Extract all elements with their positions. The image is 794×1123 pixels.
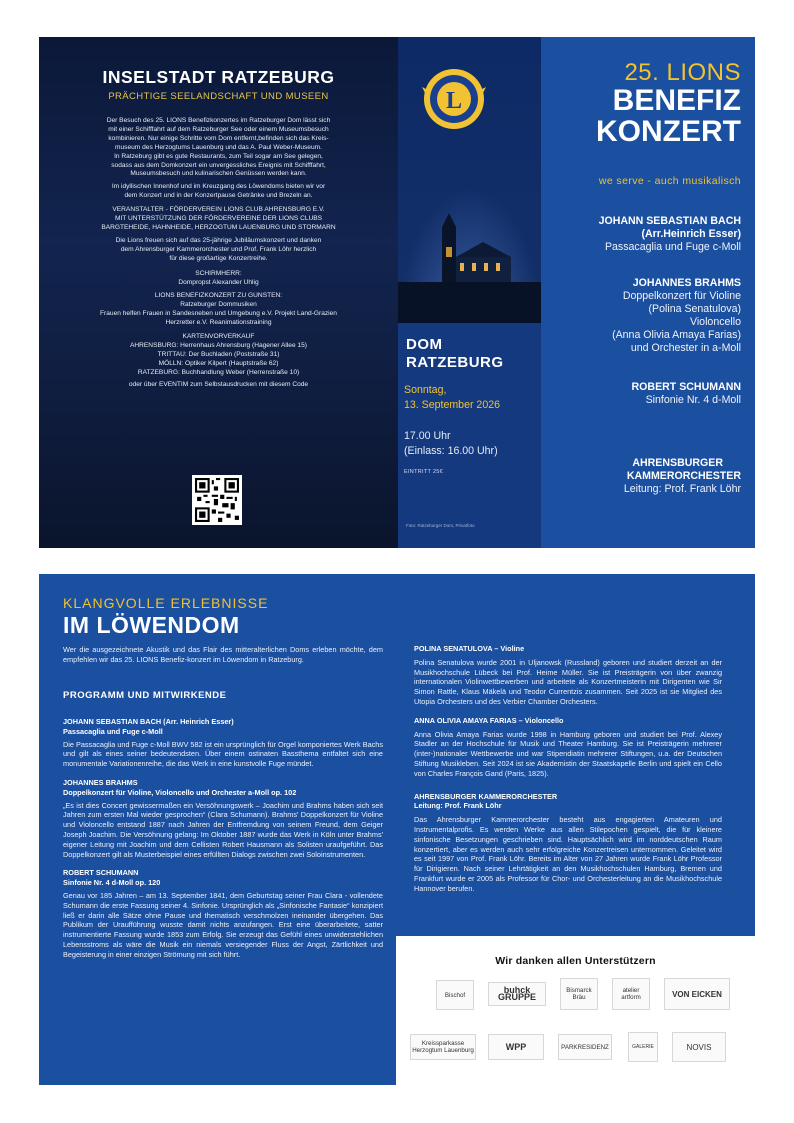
sponsor-logo: NOVIS (672, 1032, 726, 1062)
headline-benefiz-konzert: BENEFIZ KONZERT (596, 84, 741, 148)
program-item-schumann: ROBERT SCHUMANN Sinfonie Nr. 4 d-Moll (631, 381, 741, 406)
cathedral-silhouette (398, 187, 541, 327)
sponsor-logo: GALERIE (628, 1032, 658, 1062)
inside-title: IM LÖWENDOM (63, 612, 240, 638)
sponsor-logo: PARKRESIDENZ (558, 1034, 612, 1060)
concert-date: Sonntag, 13. September 2026 (404, 384, 501, 411)
photo-credit: Foto: Ratzeburger Dom, Privatfoto (406, 523, 475, 528)
orchestra-credit: AHRENSBURGER KAMMERORCHESTER Leitung: Prof. Frank Löhr (623, 457, 741, 495)
city-title: INSELSTADT RATZEBURG (102, 67, 335, 87)
sponsors-panel (396, 936, 755, 1085)
venue-title: DOM RATZEBURG (406, 336, 504, 371)
sponsor-logo: atelier artform (612, 978, 650, 1010)
headline-anniversary: 25. LIONS (624, 59, 741, 86)
sponsor-logo: Bismarck Bräu (560, 978, 598, 1010)
soloist-notes: POLINA SENATULOVA – Violine Polina Senatulova wurde 2001 in Uljanowsk (Russland) geboren und studiert derzeit an der Musikhochschule Lübeck bei Prof. Heime Müller. Sie ist Preisträgerin von über zwanzig internationalen Violinwettbewerben und arbeitete als Konzertmeisterin mit Dirigenten wie Sir Simon Rattle, Klaus Mäkelä und Teodor Currentzis zusammen. Seit 2025 ist sie Mitglied des Utopia Orchesters und des Verbier Chamber Orchesters. ANNA OLIVIA AMAYA FARIAS – Violoncello Anna Olivia Amaya Farias wurde 1998 in Hamburg geboren und studiert bei Prof. Alexey Stadler an der Hochschule für Musik und Theater Hamburg. Sie ist Preisträgerin mehrerer (inter-)nationaler Wettbewerbe und war Stipendiatin mehrerer Stiftungen, u.a. der Deutschen Stiftung Musikleben. Seit 2024 ist sie Akademistin der Staatskapelle Berlin und spielt ein Cello von Charles François Gand (Paris, 1825). AHRENSBURGER KAMMERORCHESTER Leitung: Prof. Frank Löhr Das Ahrensburger Kammerorchester besteht aus engagierten Amateuren und Instrumentalprofis. Es werden Werke aus allen Stilepochen gespielt, die für kleinere sinfonische Besetzungen geschrieben sind. Hauptsächlich wird im norddeutschen Raum konzertiert, aber es werden auch sehr erfolgreiche Konzertreisen unternommen. Geleitet wird es seit 1997 von Prof. Frank Löhr. Bereits im Alter von 27 Jahren wurde Frank Löhr Professor für Dirigieren. Nach seiner Lehrtätigkeit an den Musikhochschulen Hamburg, Bremen und Frankfurt wurde er 2005 als Professor für Chor- und Orchesterleitung an die Musikhochschule Hannover berufen. (414, 644, 722, 893)
intro-text: Der Besuch des 25. LIONS Benefizkonzertes im Ratzeburger Dom lässt sich mit einer Schifffahrt auf dem Ratzeburger See oder einem Museumsbesuch kombinieren. Nur einige Schritte vom Dom entfernt,befinden sich das Kreis- museum des Herzogtums Lauenburg und das A. Paul Weber-Museum. In Ratzeburg gibt es gute Restaurants, zum Teil sogar am See gelegen, sodass aus dem Domkonzert ein unvergessliches Ereignis mit Schifffahrt, Museumsbesuch und kulinarischen Genüssen werden kann. Im idyllischen Innenhof und im Kreuzgang des Löwendoms bieten wir vor dem Konzert und in der Konzertpause Getränke und Brezeln an. VERANSTALTER - FÖRDERVEREIN LIONS CLUB AHRENSBURG E.V. MIT UNTERSTÜTZUNG DER FÖRDERVEREINE DER LIONS CLUBS BARGTEHEIDE, HAHNHEIDE, HERZOGTUM LAUENBURG UND STORMARN Die Lions freuen sich auf das 25-jährige Jubiläumskonzert und danken dem Ahrensburger Kammerorchester und Prof. Frank Löhr herzlich für diese großartige Konzertreihe. SCHIRMHERR: Dompropst Alexander Uhlig LIONS BENEFIZKONZERT ZU GUNSTEN: Ratzeburger Dommusiken Frauen helfen Frauen in Sandesneben und Umgebung e.V. Projekt Land-Grazien Herzretter e.V. Reanimationstraining KARTENVORVERKAUF AHRENSBURG: Herrenhaus Ahrensburg (Hagener Allee 15) TRITTAU: Der Buchladen (Poststraße 31) MÖLLN: Optiker Kilpert (Hauptstraße 62) RATZEBURG: Buchhandlung Weber (Herrenstraße 10) oder über EVENTIM zum Selbstausdrucken mit diesem Code (100, 117, 337, 388)
city-subtitle: PRÄCHTIGE SEELANDSCHAFT UND MUSEEN (108, 91, 329, 102)
tagline: we serve - auch musikalisch (598, 175, 741, 187)
sponsor-logo: VON EICKEN (664, 978, 730, 1010)
svg-text:L: L (445, 88, 463, 114)
dom-photo-panel (398, 37, 541, 548)
sponsor-logo: WPP (488, 1034, 544, 1060)
ticket-price: EINTRITT 25€ (404, 469, 443, 475)
sponsor-logo: Bischof (436, 980, 474, 1010)
program-item-bach: JOHANN SEBASTIAN BACH (Arr.Heinrich Esser) Passacaglia und Fuge c-Moll (598, 215, 741, 253)
sponsors-title: Wir danken allen Unterstützern (495, 955, 656, 967)
lions-international-logo (420, 65, 488, 133)
flyer-inside-page (39, 574, 755, 1085)
inside-kicker: KLANGVOLLE ERLEBNISSE (63, 595, 269, 611)
qr-code-icon (195, 478, 239, 522)
eventim-qr-code[interactable] (192, 475, 242, 525)
program-notes: JOHANN SEBASTIAN BACH (Arr. Heinrich Esser) Passacaglia und Fuge c-Moll Die Passacaglia und Fuge c-Moll BWV 582 ist ein ursprünglich für Orgel komponiertes Werk Bachs und gilt als eines seiner bedeutendsten. Über einem ostinaten Bassthema entfaltet sich eine monumentale Variationenreihe, die das Werk in eine kunstvolle Fuge mündet. JOHANNES BRAHMS Doppelkonzert für Violine, Violoncello und Orchester a-Moll op. 102 „Es ist dies Concert gewissermaßen ein Versöhnungswerk – Joachim und Brahms haben sich seit Jahren zum ersten Mal wieder gesprochen“ (Clara Schumann). Brahms' Doppelkonzert für Violine und Violoncello entstand 1887 nach Jahren der Entfremdung von seinem Freund, dem Geiger Joseph Joachim. Die Versöhnung gelang: Im Oktober 1887 wurde das Werk in Köln unter Brahms' eigener Leitung mit Joachim und dem Cellisten Robert Hausmann als Solisten uraufgeführt. Das Doppelkonzert gilt als Musterbeispiel eines erfüllten Dialogs zwischen zwei Soloinstrumenten. ROBERT SCHUMANN Sinfonie Nr. 4 d-Moll op. 120 Genau vor 185 Jahren – am 13. September 1841, dem Geburtstag seiner Frau Clara - vollendete Schumann die erste Fassung seiner 4. Sinfonie. Ursprünglich als „Sinfonische Fantasie“ konzipiert ließ er darin alle Sätze ohne Pause und thematisch verschmolzen ineinander übergehen. Das Publikum der Uraufführung wusste damit nichts anzufangen. Erst eine überarbeitete, satter instrumentierte Fassung wurde 1853 zum Erfolg. Sie erzeugt das Gefühl eines unwiderstehlichen Lebensstroms als wäre die Musik ein niemals versiegender Fluss der Angst, Zärtlichkeit und Begeisterung in einer einzigen Strömung mit sich führt. (63, 717, 383, 959)
sponsor-logo: buhck GRUPPE (488, 982, 546, 1006)
program-section-heading: PROGRAMM UND MITWIRKENDE (63, 690, 227, 701)
inside-intro: Wer die ausgezeichnete Akustik und das Flair des mitteralterlichen Doms erleben möchte, dem empfehlen wir das 25. LIONS Benefiz-konzert im Löwendom in Ratzeburg. (63, 645, 383, 664)
concert-time: 17.00 Uhr (Einlass: 16.00 Uhr) (404, 430, 498, 457)
sponsor-logo: Kreissparkasse Herzogtum Lauenburg (410, 1034, 476, 1060)
concert-title-panel (541, 37, 755, 548)
program-item-brahms: JOHANNES BRAHMS Doppelkonzert für Violine (Polina Senatulova) Violoncello (Anna Olivia Amaya Farias) und Orchester in a-Moll (612, 277, 741, 354)
flyer-cover-left-panel (39, 37, 398, 548)
